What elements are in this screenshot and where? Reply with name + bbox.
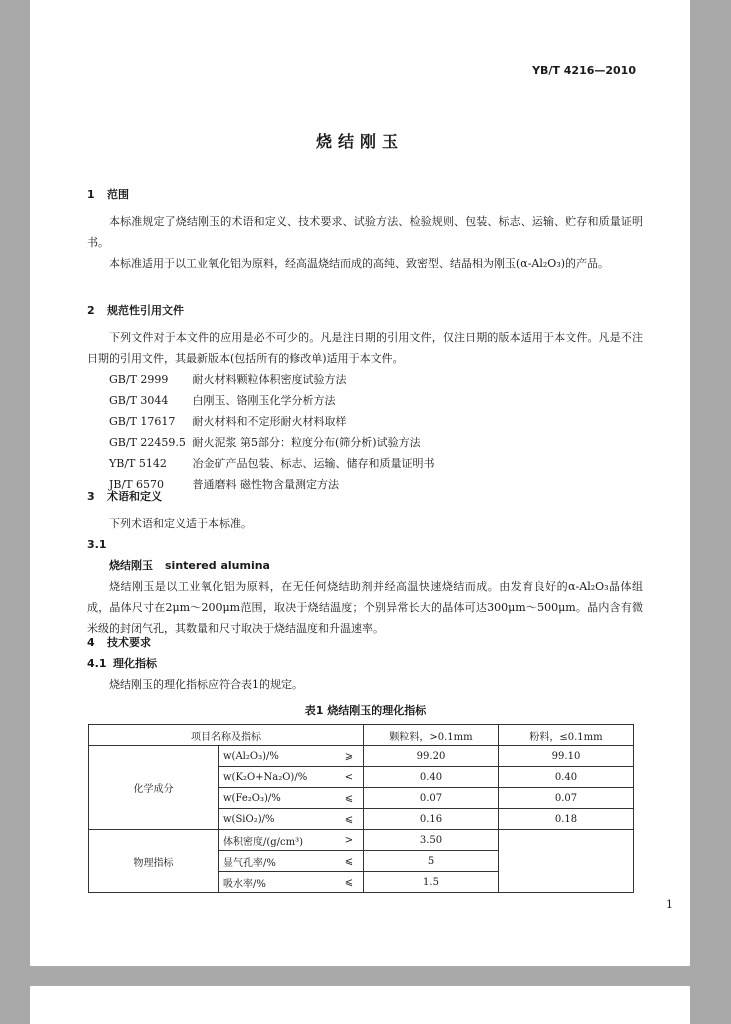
item-operator: >	[335, 830, 364, 851]
table-header-row	[89, 725, 634, 746]
item-name: w(K₂O+Na₂O)/%	[219, 767, 336, 788]
subsection-heading	[87, 653, 643, 674]
section-title: 术语和定义	[107, 490, 162, 503]
section-number: 2	[87, 304, 95, 317]
section-normative-references	[87, 300, 643, 495]
section-title: 技术要求	[107, 636, 151, 649]
table-row	[89, 830, 634, 851]
value-granular: 0.16	[364, 809, 499, 830]
reference-title: 耐火泥浆 第5部分：粒度分布(筛分析)试验方法	[192, 436, 421, 449]
paragraph: 下列术语和定义适于本标准。	[109, 517, 252, 530]
subsection-number: 3.1	[87, 538, 107, 551]
reference-code: GB/T 17617	[109, 415, 176, 428]
standard-code: YB/T 4216—2010	[532, 64, 636, 77]
section-title: 规范性引用文件	[107, 304, 184, 317]
section-heading	[87, 300, 643, 321]
reference-title: 耐火材料颗粒体积密度试验方法	[192, 373, 347, 386]
item-name: w(Fe₂O₃)/%	[219, 788, 336, 809]
reference-title: 普通磨料 磁性物含量测定方法	[192, 478, 339, 491]
group-chemical: 化学成分	[89, 746, 219, 830]
item-operator: ⩽	[335, 872, 364, 893]
item-operator: ⩾	[335, 746, 364, 767]
value-powder	[499, 830, 634, 893]
subsection-number: 4.1	[87, 657, 107, 670]
item-operator: <	[335, 767, 364, 788]
item-name: w(Al₂O₃)/%	[219, 746, 336, 767]
reference-code: GB/T 22459.5	[109, 436, 186, 449]
value-granular: 0.07	[364, 788, 499, 809]
paragraph: 本标准适用于以工业氧化铝为原料，经高温烧结而成的高纯、致密型、结晶相为刚玉(α-Al₂O₃)的产品。	[109, 257, 610, 270]
term-entry	[87, 555, 643, 576]
paragraph: 下列文件对于本文件的应用是必不可少的。凡是注日期的引用文件，仅注日期的版本适用于本文件。凡是不注日期的引用文件，其最新版本(包括所有的修改单)适用于本文件。	[87, 331, 643, 365]
document-title: 烧结刚玉	[315, 132, 404, 151]
section-heading	[87, 184, 643, 205]
reference-code: GB/T 2999	[109, 373, 169, 386]
next-page-edge	[30, 986, 690, 1024]
value-powder: 0.18	[499, 809, 634, 830]
header-item: 项目名称及指标	[89, 725, 364, 746]
reference-code: GB/T 3044	[109, 394, 169, 407]
item-operator: ⩽	[335, 809, 364, 830]
reference-title: 耐火材料和不定形耐火材料取样	[192, 415, 347, 428]
item-operator: ⩽	[335, 788, 364, 809]
value-granular: 3.50	[364, 830, 499, 851]
properties-table	[88, 724, 634, 893]
section-scope	[87, 184, 643, 274]
item-operator: ⩽	[335, 851, 364, 872]
item-name: w(SiO₂)/%	[219, 809, 336, 830]
section-technical-requirements	[87, 632, 643, 695]
section-number: 4	[87, 636, 95, 649]
paragraph: 烧结刚玉的理化指标应符合表1的规定。	[109, 678, 303, 691]
section-number: 1	[87, 188, 95, 201]
section-number: 3	[87, 490, 95, 503]
header-granular: 颗粒料，>0.1mm	[364, 725, 499, 746]
header-powder: 粉料，≤0.1mm	[499, 725, 634, 746]
paragraph: 本标准规定了烧结刚玉的术语和定义、技术要求、试验方法、检验规则、包装、标志、运输、贮存和质量证明书。	[87, 215, 643, 249]
section-terms-definitions	[87, 486, 643, 639]
item-name: 体积密度/(g/cm³)	[219, 830, 336, 851]
value-granular: 1.5	[364, 872, 499, 893]
definition: 烧结刚玉是以工业氧化铝为原料，在无任何烧结助剂并经高温快速烧结而成。由发育良好的α-Al₂O₃晶体组成，晶体尺寸在2μm～200μm范围，取决于烧结温度；个别异常长大的晶体可达300μm～500μm。晶内含有微米级的封闭气孔，其数量和尺寸取决于烧结温度和升温速率。	[87, 580, 643, 635]
value-powder: 99.10	[499, 746, 634, 767]
table-row	[89, 746, 634, 767]
value-powder: 0.40	[499, 767, 634, 788]
reference-item	[87, 453, 643, 474]
item-name: 吸水率/%	[219, 872, 336, 893]
reference-code: YB/T 5142	[109, 457, 167, 470]
section-title: 范围	[107, 188, 129, 201]
item-name: 显气孔率/%	[219, 851, 336, 872]
value-granular: 0.40	[364, 767, 499, 788]
term-chinese: 烧结刚玉	[109, 559, 153, 572]
reference-code: JB/T 6570	[109, 478, 165, 491]
group-physical: 物理指标	[89, 830, 219, 893]
term-english: sintered alumina	[165, 559, 270, 572]
reference-title: 白刚玉、铬刚玉化学分析方法	[192, 394, 336, 407]
reference-item	[87, 432, 643, 453]
reference-title: 冶金矿产品包装、标志、运输、储存和质量证明书	[192, 457, 435, 470]
reference-item	[87, 369, 643, 390]
subsection-title: 理化指标	[113, 657, 157, 670]
reference-item	[87, 390, 643, 411]
value-granular: 99.20	[364, 746, 499, 767]
section-heading	[87, 632, 643, 653]
page-number: 1	[666, 898, 673, 911]
reference-item	[87, 411, 643, 432]
table-caption: 表1 烧结刚玉的理化指标	[304, 704, 427, 717]
section-heading	[87, 486, 643, 507]
value-granular: 5	[364, 851, 499, 872]
value-powder: 0.07	[499, 788, 634, 809]
